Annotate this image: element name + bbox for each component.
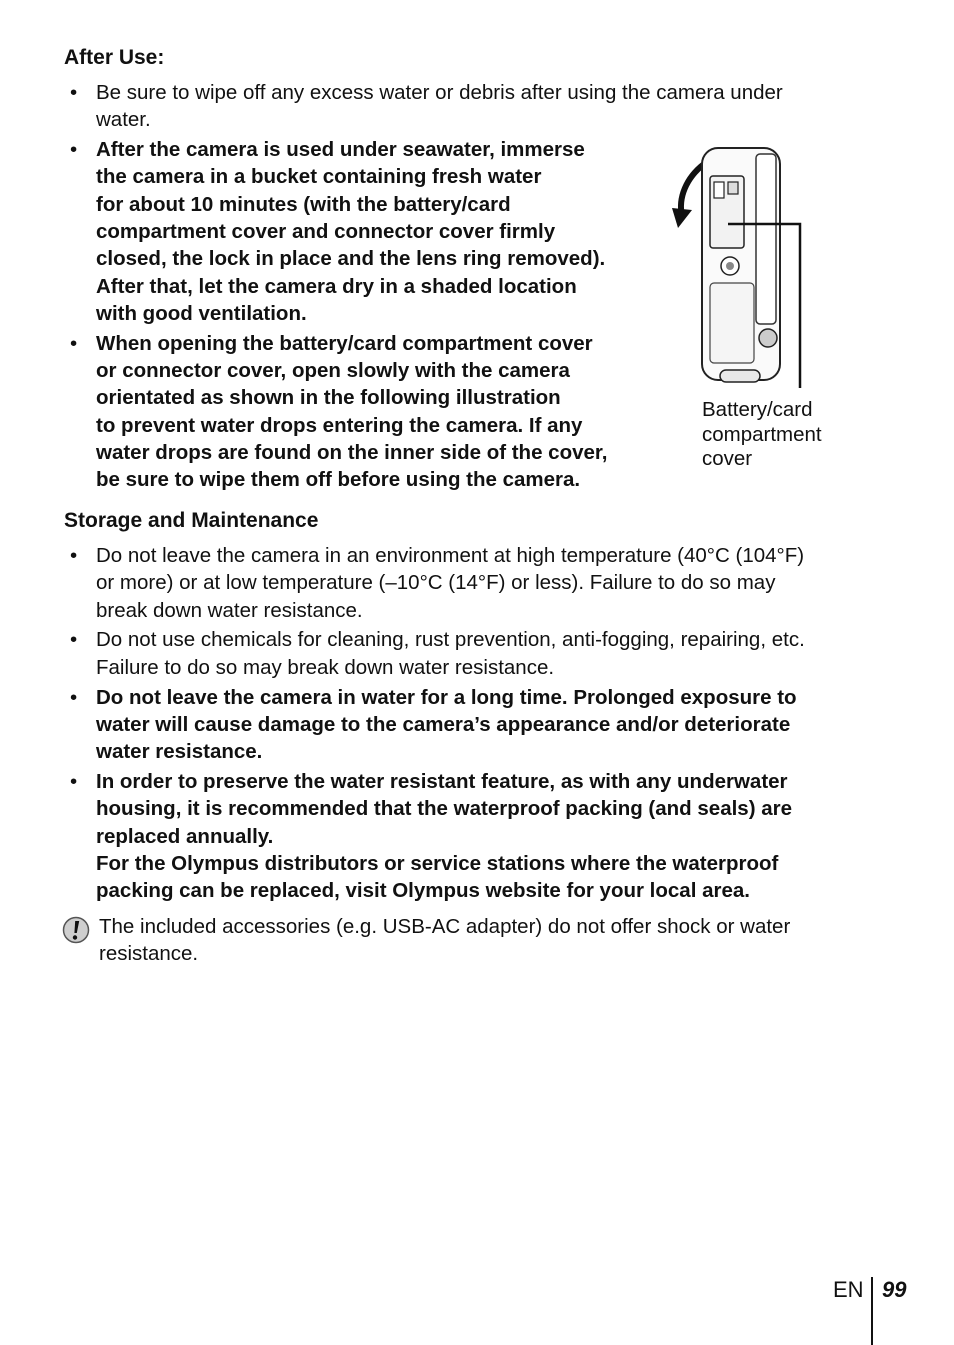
bullet: • [70, 544, 78, 567]
text-line: to prevent water drops entering the camera. If any [96, 413, 583, 437]
bullet: • [70, 770, 78, 794]
caution-icon [62, 916, 90, 944]
text-line: orientated as shown in the following illustration [96, 386, 561, 410]
bullet: • [70, 81, 78, 104]
text-line: For the Olympus distributors or service stations where the waterproof [96, 852, 779, 876]
text-line: or more) or at low temperature (–10°C (14°F) or less). Failure to do so may [96, 571, 776, 595]
text-line: water drops are found on the inner side of the cover, [96, 441, 608, 465]
storage-heading: Storage and Maintenance [64, 509, 319, 532]
cover-latch [728, 182, 738, 194]
list-item [64, 79, 894, 134]
text-line: replaced annually. [96, 824, 274, 848]
footer-divider [871, 1277, 873, 1345]
bullet: • [70, 628, 78, 652]
text-line: water resistance. [96, 740, 263, 764]
page-number: 99 [882, 1277, 907, 1302]
bottom-ring [720, 370, 760, 382]
camera-side-panel [756, 154, 776, 324]
text-line: Failure to do so may break down water resistance. [96, 655, 555, 679]
text-line: water. [96, 108, 151, 132]
note-line: resistance. [99, 942, 199, 966]
rotate-arrow-icon [681, 164, 704, 216]
camera-battery-cover-illustration [660, 138, 810, 388]
text-line: compartment cover and connector cover firmly [96, 220, 556, 244]
list-item [64, 626, 894, 681]
text-line: Be sure to wipe off any excess water or debris after using the camera under [96, 81, 783, 104]
text-line: for about 10 minutes (with the battery/card [96, 192, 511, 216]
text-line: After that, let the camera dry in a shaded location [96, 274, 577, 298]
bullet: • [70, 138, 78, 162]
caption-line: compartment [702, 422, 822, 446]
text-line: the camera in a bucket containing fresh water [96, 165, 542, 189]
bullet: • [70, 331, 78, 355]
lower-panel [710, 283, 754, 363]
text-line: or connector cover, open slowly with the camera [96, 359, 570, 383]
text-line: Do not use chemicals for cleaning, rust prevention, anti-fogging, repairing, etc. [96, 628, 805, 652]
caution-note [62, 913, 902, 968]
text-line: When opening the battery/card compartment cover [96, 331, 593, 355]
caption-line: cover [702, 447, 753, 470]
list-item [64, 684, 894, 766]
text-line: closed, the lock in place and the lens ring removed). [96, 247, 606, 271]
language-label: EN [833, 1277, 864, 1302]
text-line: packing can be replaced, visit Olympus website for your local area. [96, 879, 750, 903]
text-line: water will cause damage to the camera’s appearance and/or deteriorate [96, 712, 791, 736]
illustration-caption [702, 398, 822, 472]
note-line: The included accessories (e.g. USB-AC adapter) do not offer shock or water [99, 915, 791, 938]
list-item [64, 542, 894, 624]
storage-list [64, 542, 894, 907]
text-line: In order to preserve the water resistant feature, as with any underwater [96, 770, 788, 794]
list-item [64, 768, 894, 904]
text-line: housing, it is recommended that the waterproof packing (and seals) are [96, 797, 792, 821]
tripod-socket-center [726, 262, 734, 270]
text-line: be sure to wipe them off before using the camera. [96, 468, 581, 492]
text-line: break down water resistance. [96, 598, 363, 622]
bullet: • [70, 685, 78, 709]
text-line: After the camera is used under seawater, immerse [96, 138, 585, 162]
text-line: Do not leave the camera in an environment at high temperature (40°C (104°F) [96, 544, 805, 567]
cover-lock [714, 182, 724, 198]
text-line: with good ventilation. [96, 301, 307, 325]
after-use-heading: After Use: [64, 46, 165, 69]
arrow-head-icon [672, 208, 692, 228]
text-line: Do not leave the camera in water for a long time. Prolonged exposure to [96, 685, 797, 709]
strap-eyelet [759, 329, 777, 347]
caption-line: Battery/card [702, 398, 813, 421]
